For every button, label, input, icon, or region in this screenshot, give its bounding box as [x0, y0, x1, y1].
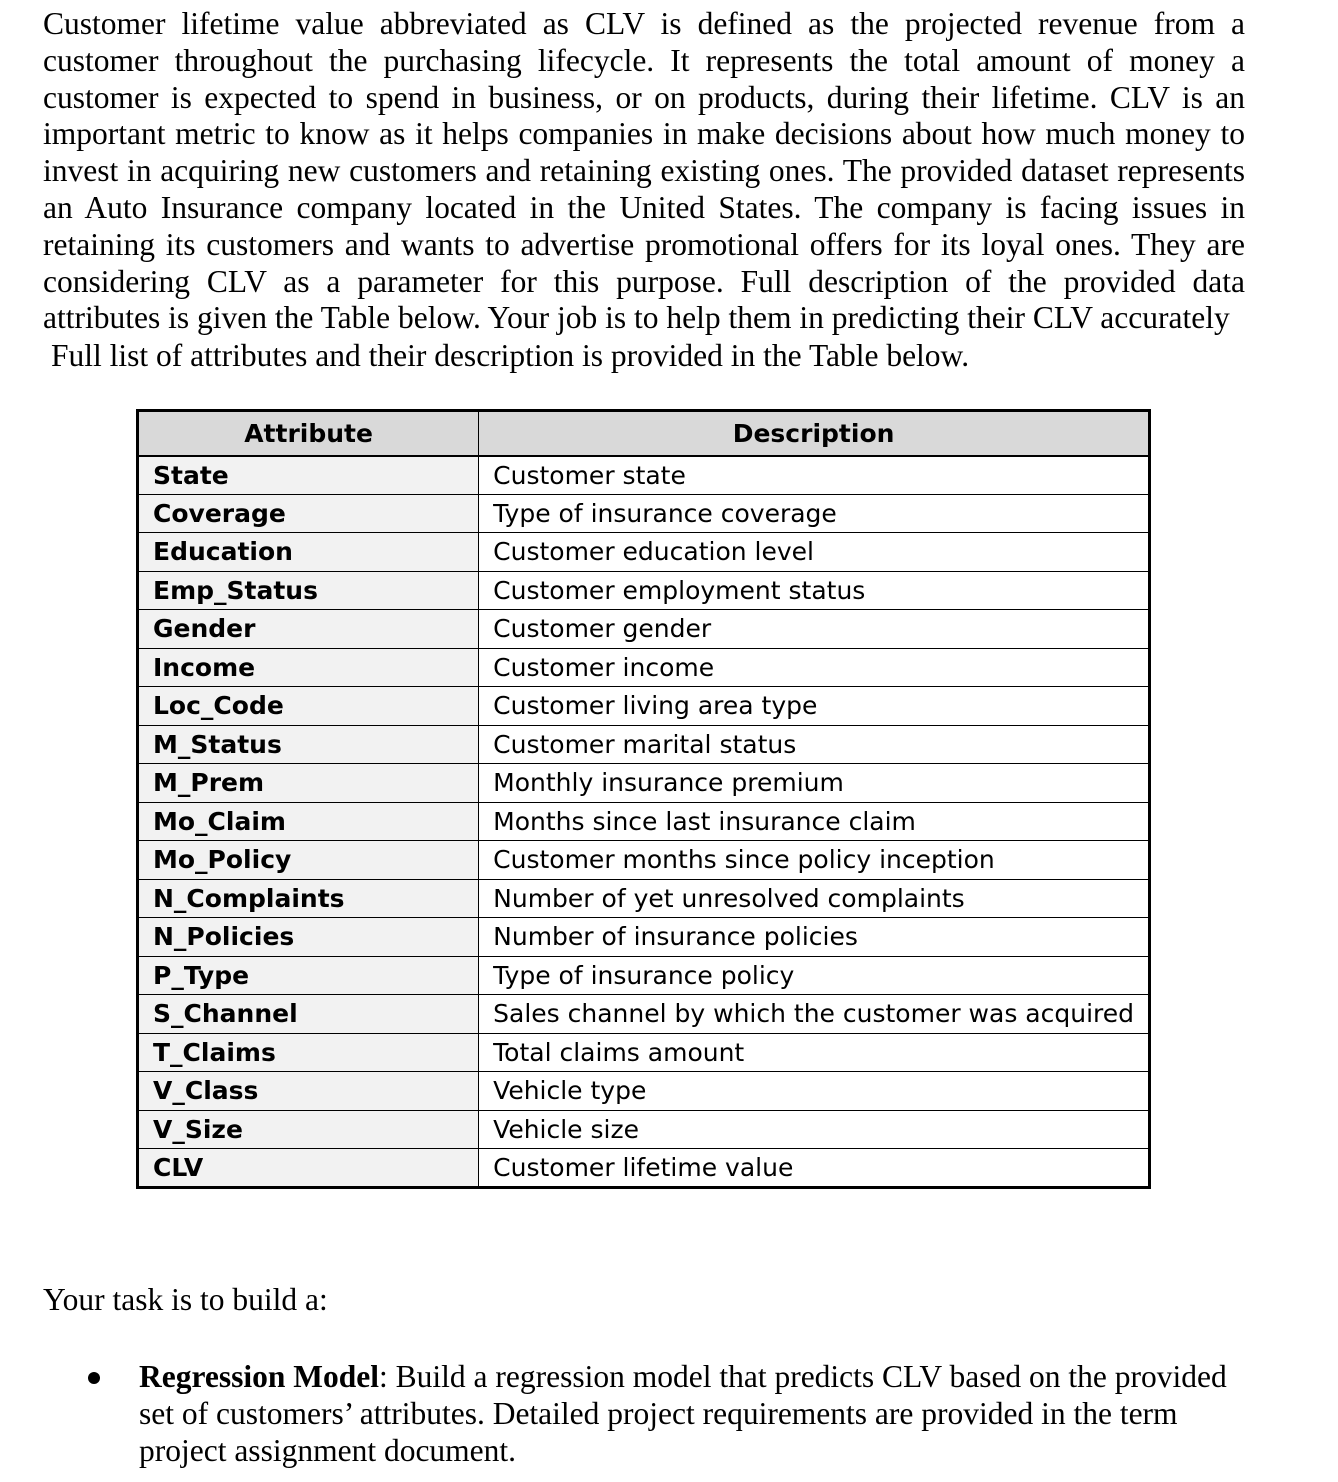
description-cell: Months since last insurance claim [479, 802, 1150, 841]
attribute-cell: Mo_Claim [138, 802, 479, 841]
attributes-table [136, 409, 1151, 1189]
attribute-cell: Gender [138, 610, 479, 649]
table-row [138, 956, 1150, 995]
description-cell: Type of insurance policy [479, 956, 1150, 995]
header-description: Description [479, 411, 1150, 456]
description-cell: Customer education level [479, 533, 1150, 572]
table-row [138, 879, 1150, 918]
intro-last-line: Full list of attributes and their description is provided in the Table below. [51, 338, 970, 373]
attribute-cell: Emp_Status [138, 571, 479, 610]
table-row [138, 802, 1150, 841]
attribute-cell: M_Status [138, 725, 479, 764]
description-cell: Type of insurance coverage [479, 494, 1150, 533]
table-row [138, 456, 1150, 495]
description-cell: Monthly insurance premium [479, 764, 1150, 803]
attribute-cell: Loc_Code [138, 687, 479, 726]
description-cell: Customer employment status [479, 571, 1150, 610]
table-row [138, 1149, 1150, 1188]
attribute-cell: M_Prem [138, 764, 479, 803]
description-cell: Customer marital status [479, 725, 1150, 764]
attribute-cell: V_Class [138, 1072, 479, 1111]
description-cell: Customer living area type [479, 687, 1150, 726]
table-body [138, 456, 1150, 1188]
table-row [138, 571, 1150, 610]
bullet-item-regression [139, 1359, 1249, 1469]
attribute-cell: State [138, 456, 479, 495]
description-cell: Customer months since policy inception [479, 841, 1150, 880]
attribute-cell: S_Channel [138, 995, 479, 1034]
table-row [138, 610, 1150, 649]
attribute-cell: P_Type [138, 956, 479, 995]
table-row [138, 764, 1150, 803]
description-cell: Customer state [479, 456, 1150, 495]
attribute-cell: N_Policies [138, 918, 479, 957]
attribute-cell: Mo_Policy [138, 841, 479, 880]
table-row [138, 1072, 1150, 1111]
table-row [138, 918, 1150, 957]
description-cell: Customer gender [479, 610, 1150, 649]
attribute-cell: Education [138, 533, 479, 572]
attribute-cell: CLV [138, 1149, 479, 1188]
table-row [138, 725, 1150, 764]
description-cell: Customer income [479, 648, 1150, 687]
intro-paragraph: Customer lifetime value abbreviated as CLV is defined as the projected revenue from a customer throughout the purchasing lifecycle. It represents the total amount of money a customer is expected to spend in business, or on products, during their lifetime. CLV is an important metric to know as it helps companies in make decisions about how much money to invest in acquiring new customers and retaining existing ones. The provided dataset represents an Auto Insurance company located in the United States. The company is facing issues in retaining its customers and wants to advertise promotional offers for its loyal ones. They are considering CLV as a parameter for this purpose. Full description of the provided data attributes is given the Table below. Your job is to help them in predicting their CLV accurately [43, 6, 1245, 336]
table-header-row [138, 411, 1150, 456]
table-row [138, 494, 1150, 533]
table-row [138, 841, 1150, 880]
table-row [138, 1110, 1150, 1149]
bullet-text: : Build a regression model that predicts CLV based on the provided set of customers’ attributes. Detailed project requirements are provided in the term project assignment document. [139, 1359, 1227, 1468]
attribute-cell: Income [138, 648, 479, 687]
description-cell: Vehicle size [479, 1110, 1150, 1149]
description-cell: Sales channel by which the customer was acquired [479, 995, 1150, 1034]
bullet-icon [88, 1372, 100, 1384]
table-row [138, 533, 1150, 572]
header-attribute: Attribute [138, 411, 479, 456]
description-cell: Customer lifetime value [479, 1149, 1150, 1188]
table-row [138, 995, 1150, 1034]
attribute-cell: V_Size [138, 1110, 479, 1149]
task-bullet-list [139, 1359, 1249, 1469]
bullet-title: Regression Model [139, 1359, 380, 1394]
description-cell: Total claims amount [479, 1033, 1150, 1072]
attribute-cell: T_Claims [138, 1033, 479, 1072]
description-cell: Vehicle type [479, 1072, 1150, 1111]
description-cell: Number of yet unresolved complaints [479, 879, 1150, 918]
task-heading: Your task is to build a: [43, 1282, 328, 1317]
table-row [138, 648, 1150, 687]
table-row [138, 687, 1150, 726]
attribute-cell: N_Complaints [138, 879, 479, 918]
description-cell: Number of insurance policies [479, 918, 1150, 957]
attribute-cell: Coverage [138, 494, 479, 533]
table-row [138, 1033, 1150, 1072]
